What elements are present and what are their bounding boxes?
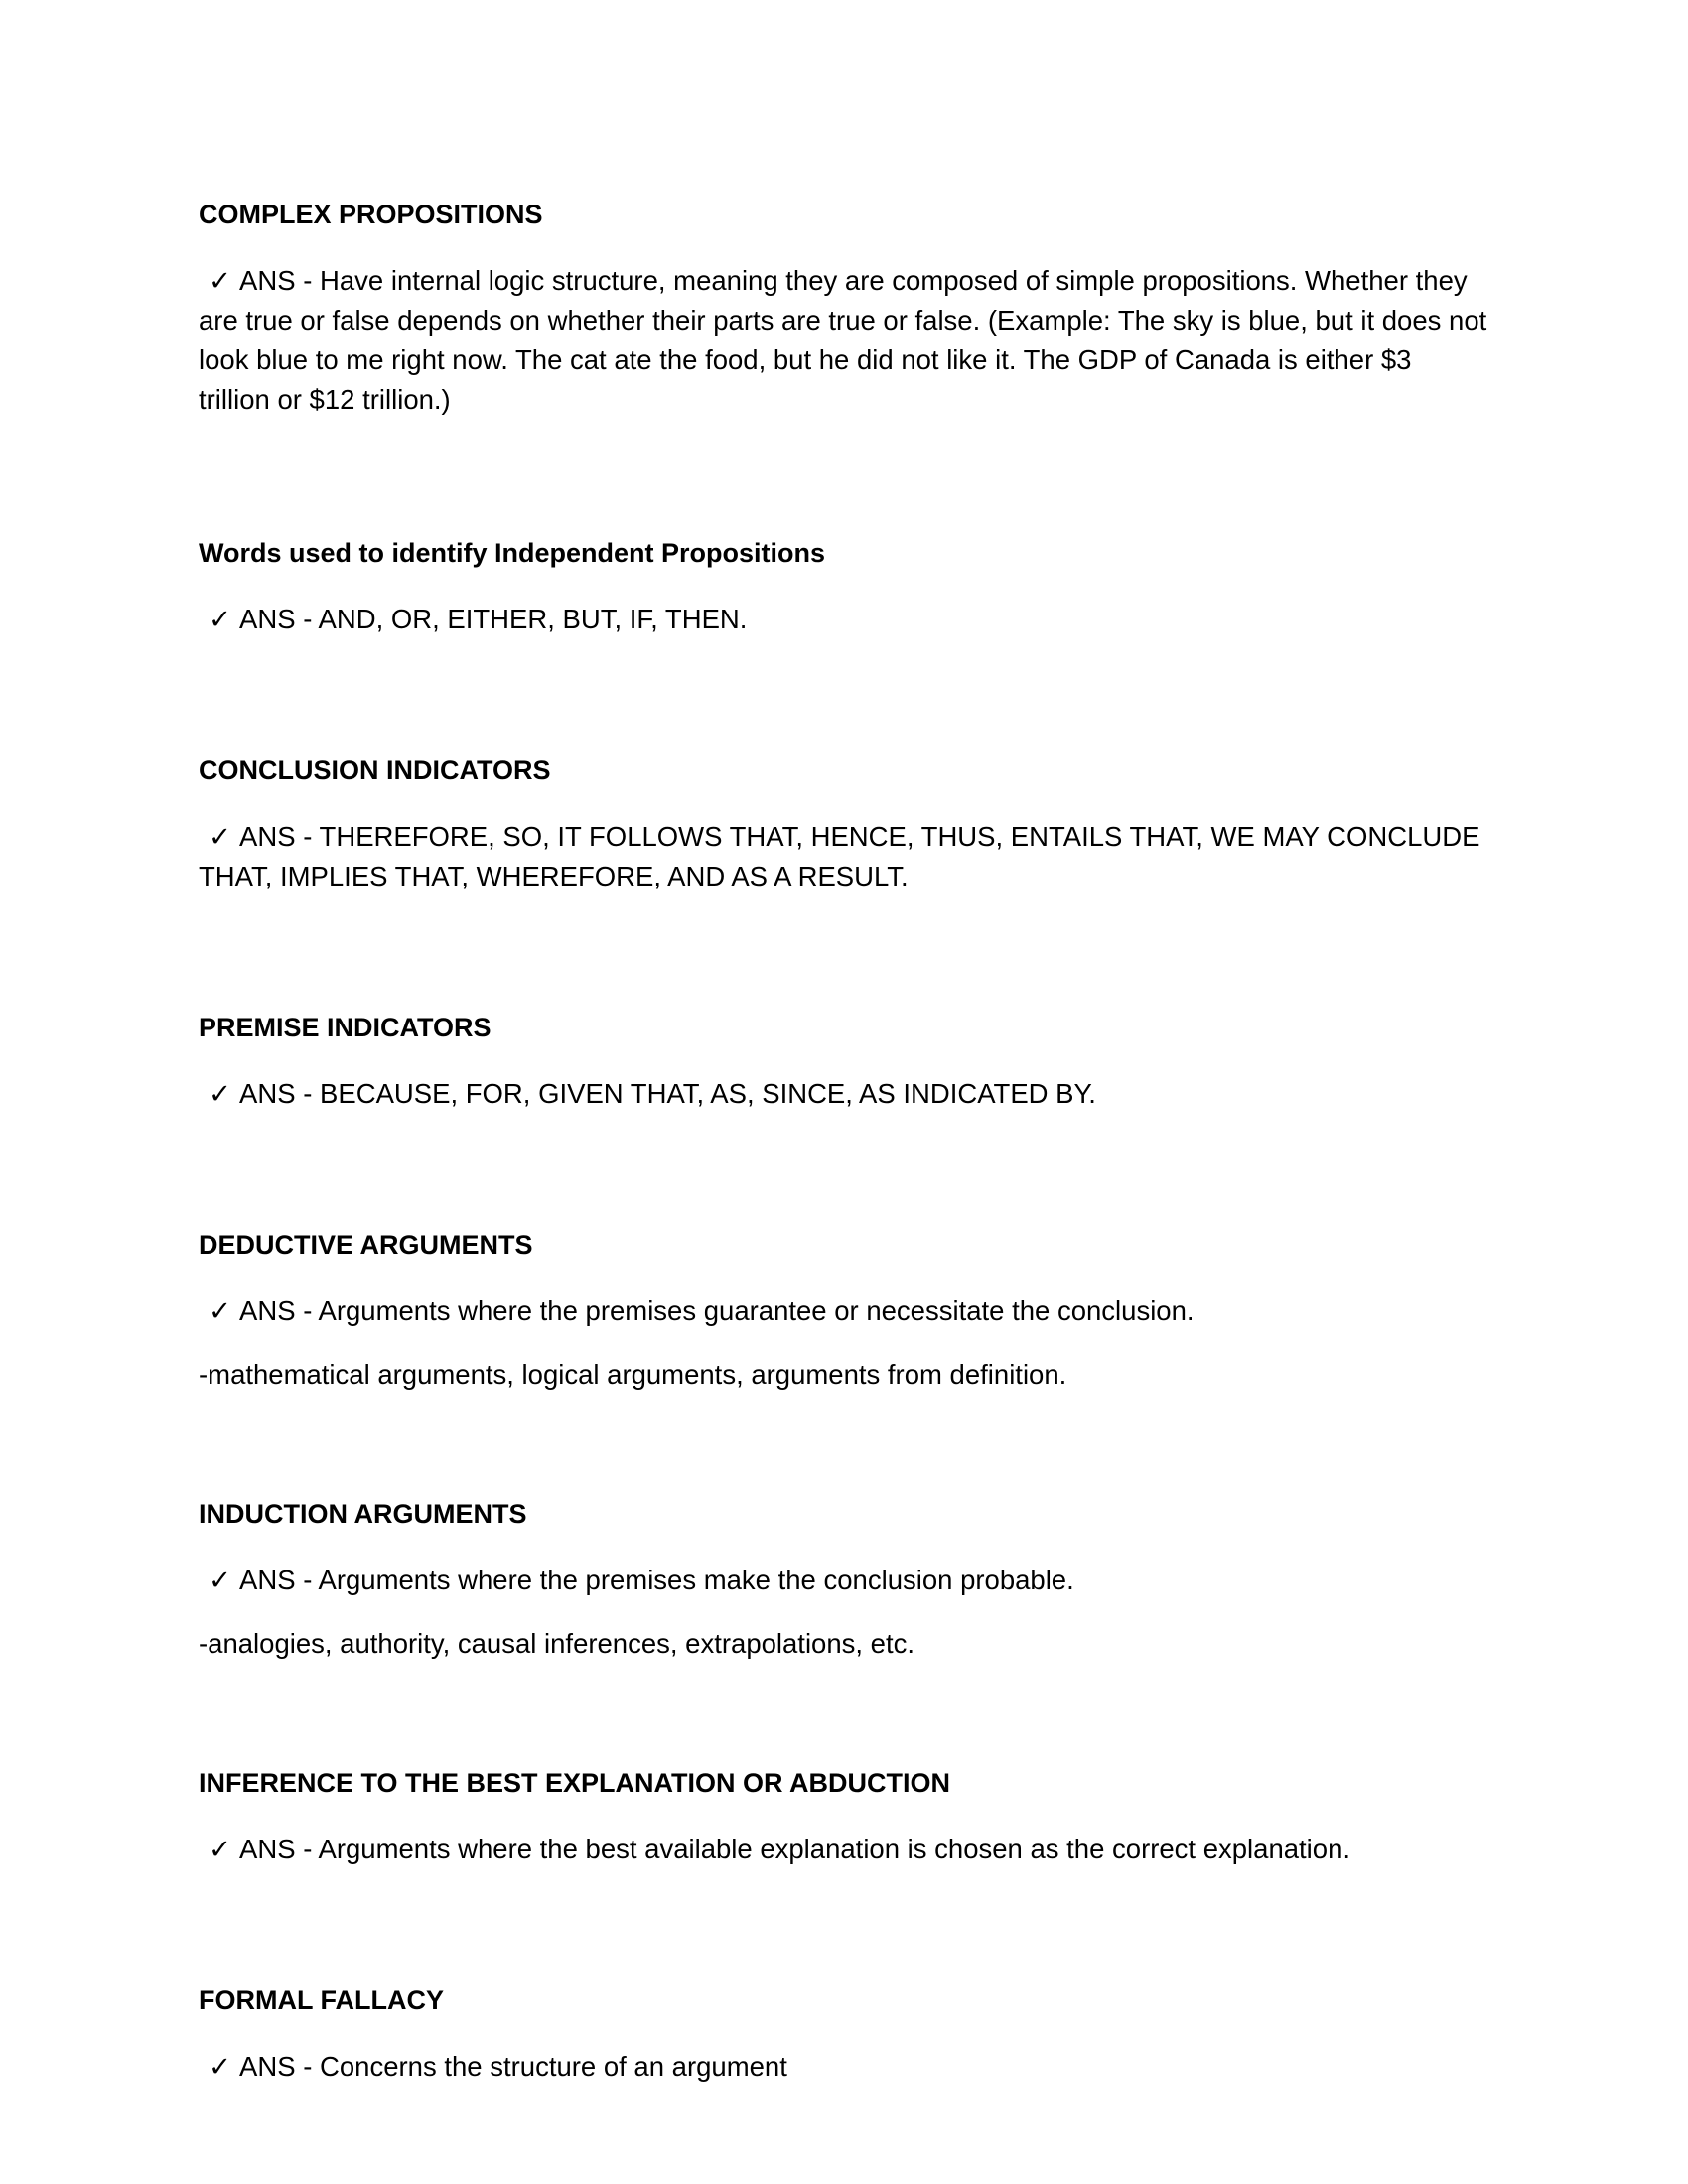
qa-section-abduction [199,1763,1489,1869]
answer-text [199,261,1489,420]
document-page [199,195,1489,2087]
answer-body: ANS - THEREFORE, SO, IT FOLLOWS THAT, HENCE, THUS, ENTAILS THAT, WE MAY CONCLUDE THAT, IMPLIES THAT, WHEREFORE, AND AS A RESULT. [199,821,1480,891]
qa-section-premise-indicators [199,1008,1489,1114]
question-heading: INFERENCE TO THE BEST EXPLANATION OR ABDUCTION [199,1768,951,1798]
checkmark-icon: ✓ [209,821,232,853]
answer-text [199,1292,1489,1331]
question-heading: DEDUCTIVE ARGUMENTS [199,1230,533,1260]
checkmark-icon: ✓ [209,604,232,635]
qa-section-independent-propositions [199,533,1489,639]
checkmark-icon: ✓ [209,265,232,297]
question-heading: Words used to identify Independent Propositions [199,538,826,568]
answer-body: ANS - Arguments where the best available explanation is chosen as the correct explanation. [239,1834,1351,1864]
answer-body: ANS - Arguments where the premises make the conclusion probable. [239,1565,1074,1595]
answer-body: ANS - BECAUSE, FOR, GIVEN THAT, AS, SINCE, AS INDICATED BY. [239,1078,1096,1109]
checkmark-icon: ✓ [209,1296,232,1327]
question-heading: CONCLUSION INDICATORS [199,755,551,785]
answer-body: ANS - Arguments where the premises guarantee or necessitate the conclusion. [239,1296,1195,1326]
answer-text [199,817,1489,896]
checkmark-icon: ✓ [209,1565,232,1596]
question-heading: FORMAL FALLACY [199,1985,444,2015]
qa-section-complex-propositions [199,195,1489,420]
answer-text [199,600,1489,639]
answer-body: ANS - AND, OR, EITHER, BUT, IF, THEN. [239,604,748,634]
checkmark-icon: ✓ [209,1078,232,1110]
question-heading: PREMISE INDICATORS [199,1013,492,1042]
qa-section-formal-fallacy [199,1980,1489,2087]
answer-note: -mathematical arguments, logical arguments, arguments from definition. [199,1359,1067,1390]
checkmark-icon: ✓ [209,1834,232,1865]
qa-section-deductive-arguments [199,1225,1489,1395]
answer-text [199,1830,1489,1869]
answer-note: -analogies, authority, causal inferences, extrapolations, etc. [199,1628,915,1659]
question-heading: COMPLEX PROPOSITIONS [199,200,543,229]
answer-body: ANS - Concerns the structure of an argument [239,2051,787,2082]
answer-text [199,1561,1489,1600]
qa-section-induction-arguments [199,1494,1489,1664]
question-heading: INDUCTION ARGUMENTS [199,1499,527,1529]
answer-body: ANS - Have internal logic structure, meaning they are composed of simple propositions. Whether they are true or false depends on whether their parts are true or false. (Example: The sky is blue, but it does not look blue to me right now. The cat ate the food, but he did not like it. The GDP of Canada is either $3 trillion or $12 trillion.) [199,265,1487,415]
qa-section-conclusion-indicators [199,751,1489,896]
answer-text [199,2047,1489,2087]
checkmark-icon: ✓ [209,2051,232,2083]
answer-text [199,1074,1489,1114]
